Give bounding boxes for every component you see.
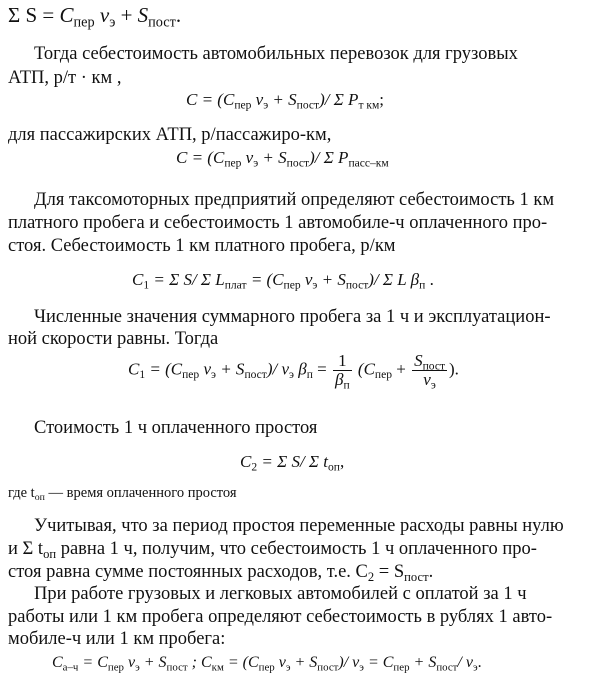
para-idle-cost-heading: Стоимость 1 ч оплаченного простоя <box>34 418 318 438</box>
para-mileage-line2: ной скорости равны. Тогда <box>8 329 219 349</box>
para-passenger-line1: для пассажирских АТП, р/пассажиро-км, <box>8 125 332 145</box>
note-idle-time-definition: где $t_{оп}$ — время оплаченного простоя <box>8 485 237 503</box>
para-hourly-line1: При работе грузовых и легковых автомобилей с оплатой за 1 ч <box>34 584 527 604</box>
formula-idle-cost: $C_2 = \Sigma$ S/ Σ $t_{оп}$, <box>240 452 345 474</box>
para-mileage-line1: Численные значения суммарного пробега за 1 ч и эксплуатацион- <box>34 307 551 327</box>
fraction-fixed-over-speed: $\frac{S_{пост}}{v_э}$ <box>414 351 446 392</box>
formula-paid-km-cost: $C_1 = \Sigma$ S/ Σ $L_{плат} = (C_{пер}$ $v_э + S_{пост})/$ Σ L $\beta_п$ . <box>132 270 434 292</box>
para-hourly-line3: мобиле-ч или 1 км пробега: <box>8 629 226 649</box>
formula-vehicle-hour-and-km-cost: $C_{а-ч} = C_{пер}$ $v_э + S_{пост}$ ; $C_{км} = (C_{пер}$ $v_э + S_{пост})/$ $v_э = C_{пер} + S_{пост}/$ $v_э$. <box>52 654 482 674</box>
para-freight-line1: Тогда себестоимость автомобильных перевозок для грузовых <box>34 44 518 64</box>
formula-paid-km-cost-expanded: $C_1 = (C_{пер}$ $v_э + S_{пост})/$ $v_э$ $\beta_п$ = $\frac{1}{\beta_п}$ ($C_{пер}$ + $\frac{S_{пост}}{v_э}$ ). <box>128 351 459 392</box>
fraction-one-over-beta: $\frac{1}{\beta_п}$ <box>335 351 350 392</box>
para-freight-line2: АТП, р/т · км , <box>8 68 122 88</box>
para-taxi-line1: Для таксомоторных предприятий определяют себестоимость 1 км <box>34 190 555 210</box>
formula-freight-cost: $C = (C_{пер}$ $v_э + S_{пост})/$ Σ $P_{т км}$; <box>186 90 385 112</box>
para-taxi-line3: стоя. Себестоимость 1 км платного пробега, р/км <box>8 236 396 256</box>
formula-passenger-cost: $C = (C_{пер}$ $v_э + S_{пост})/$ Σ $P_{пасс-км}$ <box>176 148 389 170</box>
para-hourly-line2: работы или 1 км пробега определяют себестоимость в рублях 1 авто- <box>8 607 553 627</box>
para-idle-line1: Учитывая, что за период простоя переменные расходы равны нулю <box>34 516 564 536</box>
para-idle-line3: стоя равна сумме постоянных расходов, т.е. $C_2 = S_{пост}$. <box>8 562 434 584</box>
formula-total-cost: Σ $S = C_{пер}$ $v_э + S_{пост}$. <box>8 3 182 31</box>
para-idle-line2: и Σ $t_{оп}$ равна 1 ч, получим, что себестоимость 1 ч оплаченного про- <box>8 539 537 561</box>
para-taxi-line2: платного пробега и себестоимость 1 автомобиле-ч оплаченного про- <box>8 213 548 233</box>
